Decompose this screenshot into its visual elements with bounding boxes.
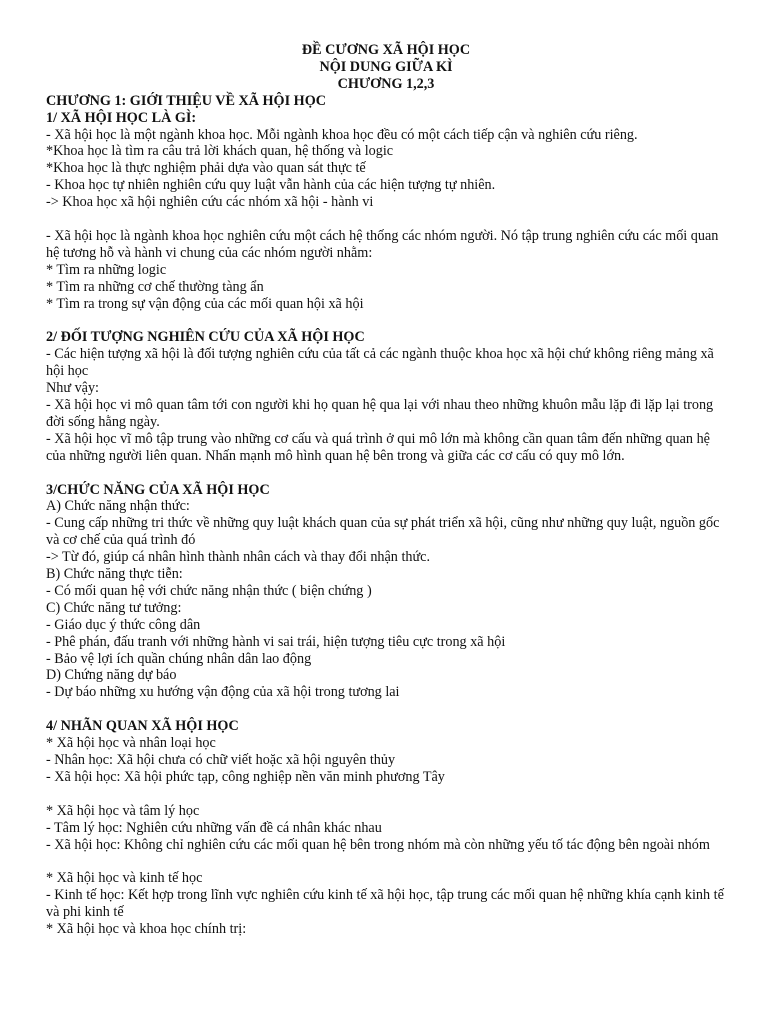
blank-line xyxy=(46,312,726,329)
section-4-line: - Nhân học: Xã hội chưa có chữ viết hoặc xã hội nguyên thủy xyxy=(46,752,396,768)
section-2-line: - Các hiện tượng xã hội là đối tượng nghiên cứu của tất cả các ngành thuộc khoa học xã hội chứ không riêng mảng xã hội học xyxy=(46,346,714,380)
section-3-line: - Cung cấp những tri thức về những quy luật khách quan của sự phát triển xã hội, cũng như những quy luật, nguồn gốc và cơ chế của quá trình đó xyxy=(46,515,720,549)
section-1-line: * Tìm ra trong sự vận động của các mối quan hội xã hội xyxy=(46,295,364,312)
section-1-line: * Tìm ra những cơ chế thường tàng ẩn xyxy=(46,278,264,295)
section-1-line: - Khoa học tự nhiên nghiên cứu quy luật vẫn hành của các hiện tượng tự nhiên. xyxy=(46,177,496,194)
section-2-line: - Xã hội học vĩ mô tập trung vào những cơ cấu và quá trình ở qui mô lớn mà không cần quan tâm đến những quan hệ của những người liên quan. Nhấn mạnh mô hình quan hệ bên trong và giữa các cơ cấu có quy mô lớn. xyxy=(46,430,710,464)
section-4-line: * Xã hội học và tâm lý học xyxy=(46,802,200,819)
section-3-line: B) Chức năng thực tiễn: xyxy=(46,566,183,583)
blank-line xyxy=(46,211,726,228)
section-3-line: C) Chức năng tư tưởng: xyxy=(46,599,182,616)
section-3-line: - Giáo dục ý thức công dân xyxy=(46,616,201,633)
section-3-line: A) Chức năng nhận thức: xyxy=(46,498,190,515)
doc-title-line-2: NỘI DUNG GIỮA KÌ xyxy=(319,58,453,75)
section-3-line: -> Từ đó, giúp cá nhân hình thành nhân cách và thay đổi nhận thức. xyxy=(46,549,431,566)
section-3-line: D) Chứng năng dự báo xyxy=(46,667,177,684)
section-1-line: - Xã hội học là ngành khoa học nghiên cứu một cách hệ thống các nhóm người. Nó tập trung nghiên cứu các mối quan hệ tương hỗ và hành vi chung của các nhóm người nhằm: xyxy=(46,227,719,261)
section-4-line: * Xã hội học và khoa học chính trị: xyxy=(46,921,247,938)
section-1-heading: 1/ XÃ HỘI HỌC LÀ GÌ: xyxy=(46,109,197,126)
blank-line xyxy=(46,786,726,803)
section-1-line: - Xã hội học là một ngành khoa học. Mỗi ngành khoa học đều có một cách tiếp cận và nghiên cứu riêng. xyxy=(46,126,638,143)
blank-line xyxy=(46,465,726,482)
section-4-line: * Xã hội học và kinh tế học xyxy=(46,870,203,887)
section-3-line: - Phê phán, đấu tranh với những hành vi sai trái, hiện tượng tiêu cực trong xã hội xyxy=(46,633,506,650)
section-3-line: - Bảo vệ lợi ích quần chúng nhân dân lao động xyxy=(46,650,312,667)
blank-line xyxy=(46,701,726,718)
section-4-line: - Xã hội học: Xã hội phức tạp, công nghiệp nền văn minh phương Tây xyxy=(46,768,445,785)
doc-title-line-3: CHƯƠNG 1,2,3 xyxy=(337,75,435,92)
section-2-line: - Xã hội học vi mô quan tâm tới con người khi họ quan hệ qua lại với nhau theo những khuôn mẫu lặp đi lặp lại trong đời sống hằng ngày. xyxy=(46,397,714,430)
document-page xyxy=(46,42,726,938)
doc-title-line-1: ĐỀ CƯƠNG XÃ HỘI HỌC xyxy=(301,42,471,58)
section-1-line: -> Khoa học xã hội nghiên cứu các nhóm xã hội - hành vi xyxy=(46,194,374,211)
section-4-line: - Kinh tế học: Kết hợp trong lĩnh vực nghiên cứu kinh tế xã hội học, tập trung các mối quan hệ những khía cạnh kinh tế và phi kinh tế xyxy=(46,887,724,921)
section-3-heading: 3/CHỨC NĂNG CỦA XÃ HỘI HỌC xyxy=(46,481,270,498)
section-1-line: *Khoa học là thực nghiệm phải dựa vào quan sát thực tế xyxy=(46,160,366,177)
blank-line xyxy=(46,853,726,870)
section-1-line: * Tìm ra những logic xyxy=(46,261,167,278)
section-4-line: - Tâm lý học: Nghiên cứu những vấn đề cá nhân khác nhau xyxy=(46,819,382,836)
section-4-line: - Xã hội học: Không chỉ nghiên cứu các mối quan hệ bên trong nhóm mà còn những yếu tố tác động bên ngoài nhóm xyxy=(46,836,710,853)
section-4-heading: 4/ NHÃN QUAN XÃ HỘI HỌC xyxy=(46,718,239,735)
section-2-line: Như vậy: xyxy=(46,380,100,397)
chapter-heading: CHƯƠNG 1: GIỚI THIỆU VỀ XÃ HỘI HỌC xyxy=(46,92,326,109)
section-2-heading: 2/ ĐỐI TƯỢNG NGHIÊN CỨU CỦA XÃ HỘI HỌC xyxy=(46,329,365,346)
section-4-line: * Xã hội học và nhân loại học xyxy=(46,735,216,752)
section-1-line: *Khoa học là tìm ra câu trả lời khách quan, hệ thống và logic xyxy=(46,143,394,160)
section-3-line: - Dự báo những xu hướng vận động của xã hội trong tương lai xyxy=(46,684,400,701)
section-3-line: - Có mối quan hệ với chức năng nhận thức ( biện chứng ) xyxy=(46,582,372,599)
